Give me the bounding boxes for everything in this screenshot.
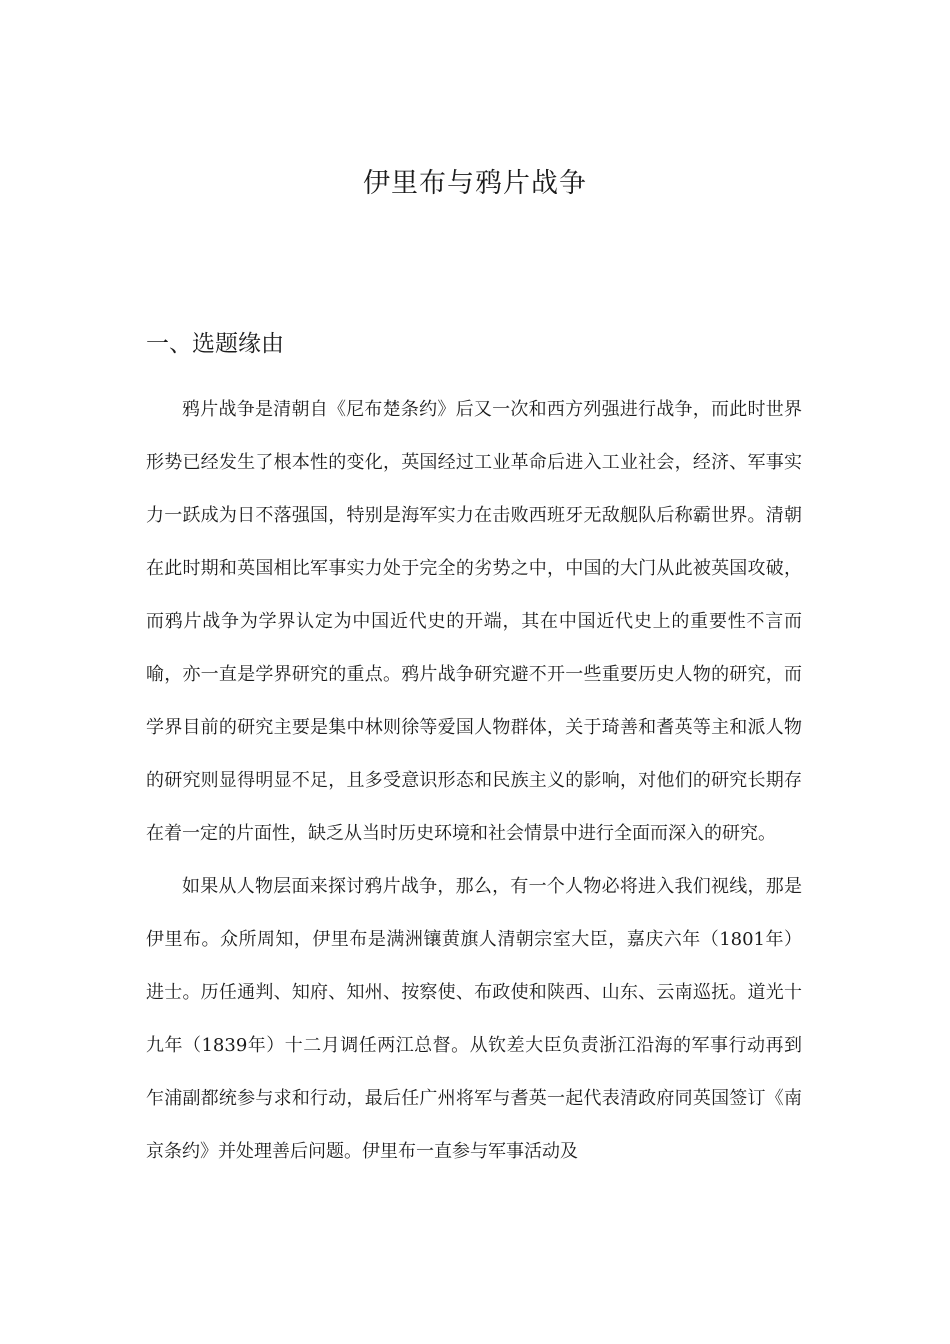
body-text xyxy=(146,383,802,1178)
document-title: 伊里布与鸦片战争 xyxy=(363,168,587,199)
paragraph-2: 如果从人物层面来探讨鸦片战争，那么，有一个人物必将进入我们视线，那是伊里布。众所周知，伊里布是满洲镶黄旗人清朝宗室大臣，嘉庆六年（1801年）进士。历任通判、知府、知州、按察使、布政使和陕西、山东、云南巡抚。道光十九年（1839年）十二月调任两江总督。从钦差大臣负责浙江沿海的军事行动再到乍浦副都统参与求和行动，最后任广州将军与耆英一起代表清政府同英国签订《南京条约》并处理善后问题。伊里布一直参与军事活动及 xyxy=(146,876,802,1162)
section-heading: 一、选题缘由 xyxy=(146,331,284,357)
paragraph-1: 鸦片战争是清朝自《尼布楚条约》后又一次和西方列强进行战争，而此时世界形势已经发生了根本性的变化，英国经过工业革命后进入工业社会，经济、军事实力一跃成为日不落强国，特别是海军实力在击败西班牙无敌舰队后称霸世界。清朝在此时期和英国相比军事实力处于完全的劣势之中，中国的大门从此被英国攻破，而鸦片战争为学界认定为中国近代史的开端，其在中国近代史上的重要性不言而喻，亦一直是学界研究的重点。鸦片战争研究避不开一些重要历史人物的研究，而学界目前的研究主要是集中林则徐等爱国人物群体，关于琦善和耆英等主和派人物的研究则显得明显不足，且多受意识形态和民族主义的影响，对他们的研究长期存在着一定的片面性，缺乏从当时历史环境和社会情景中进行全面而深入的研究。 xyxy=(146,399,802,844)
